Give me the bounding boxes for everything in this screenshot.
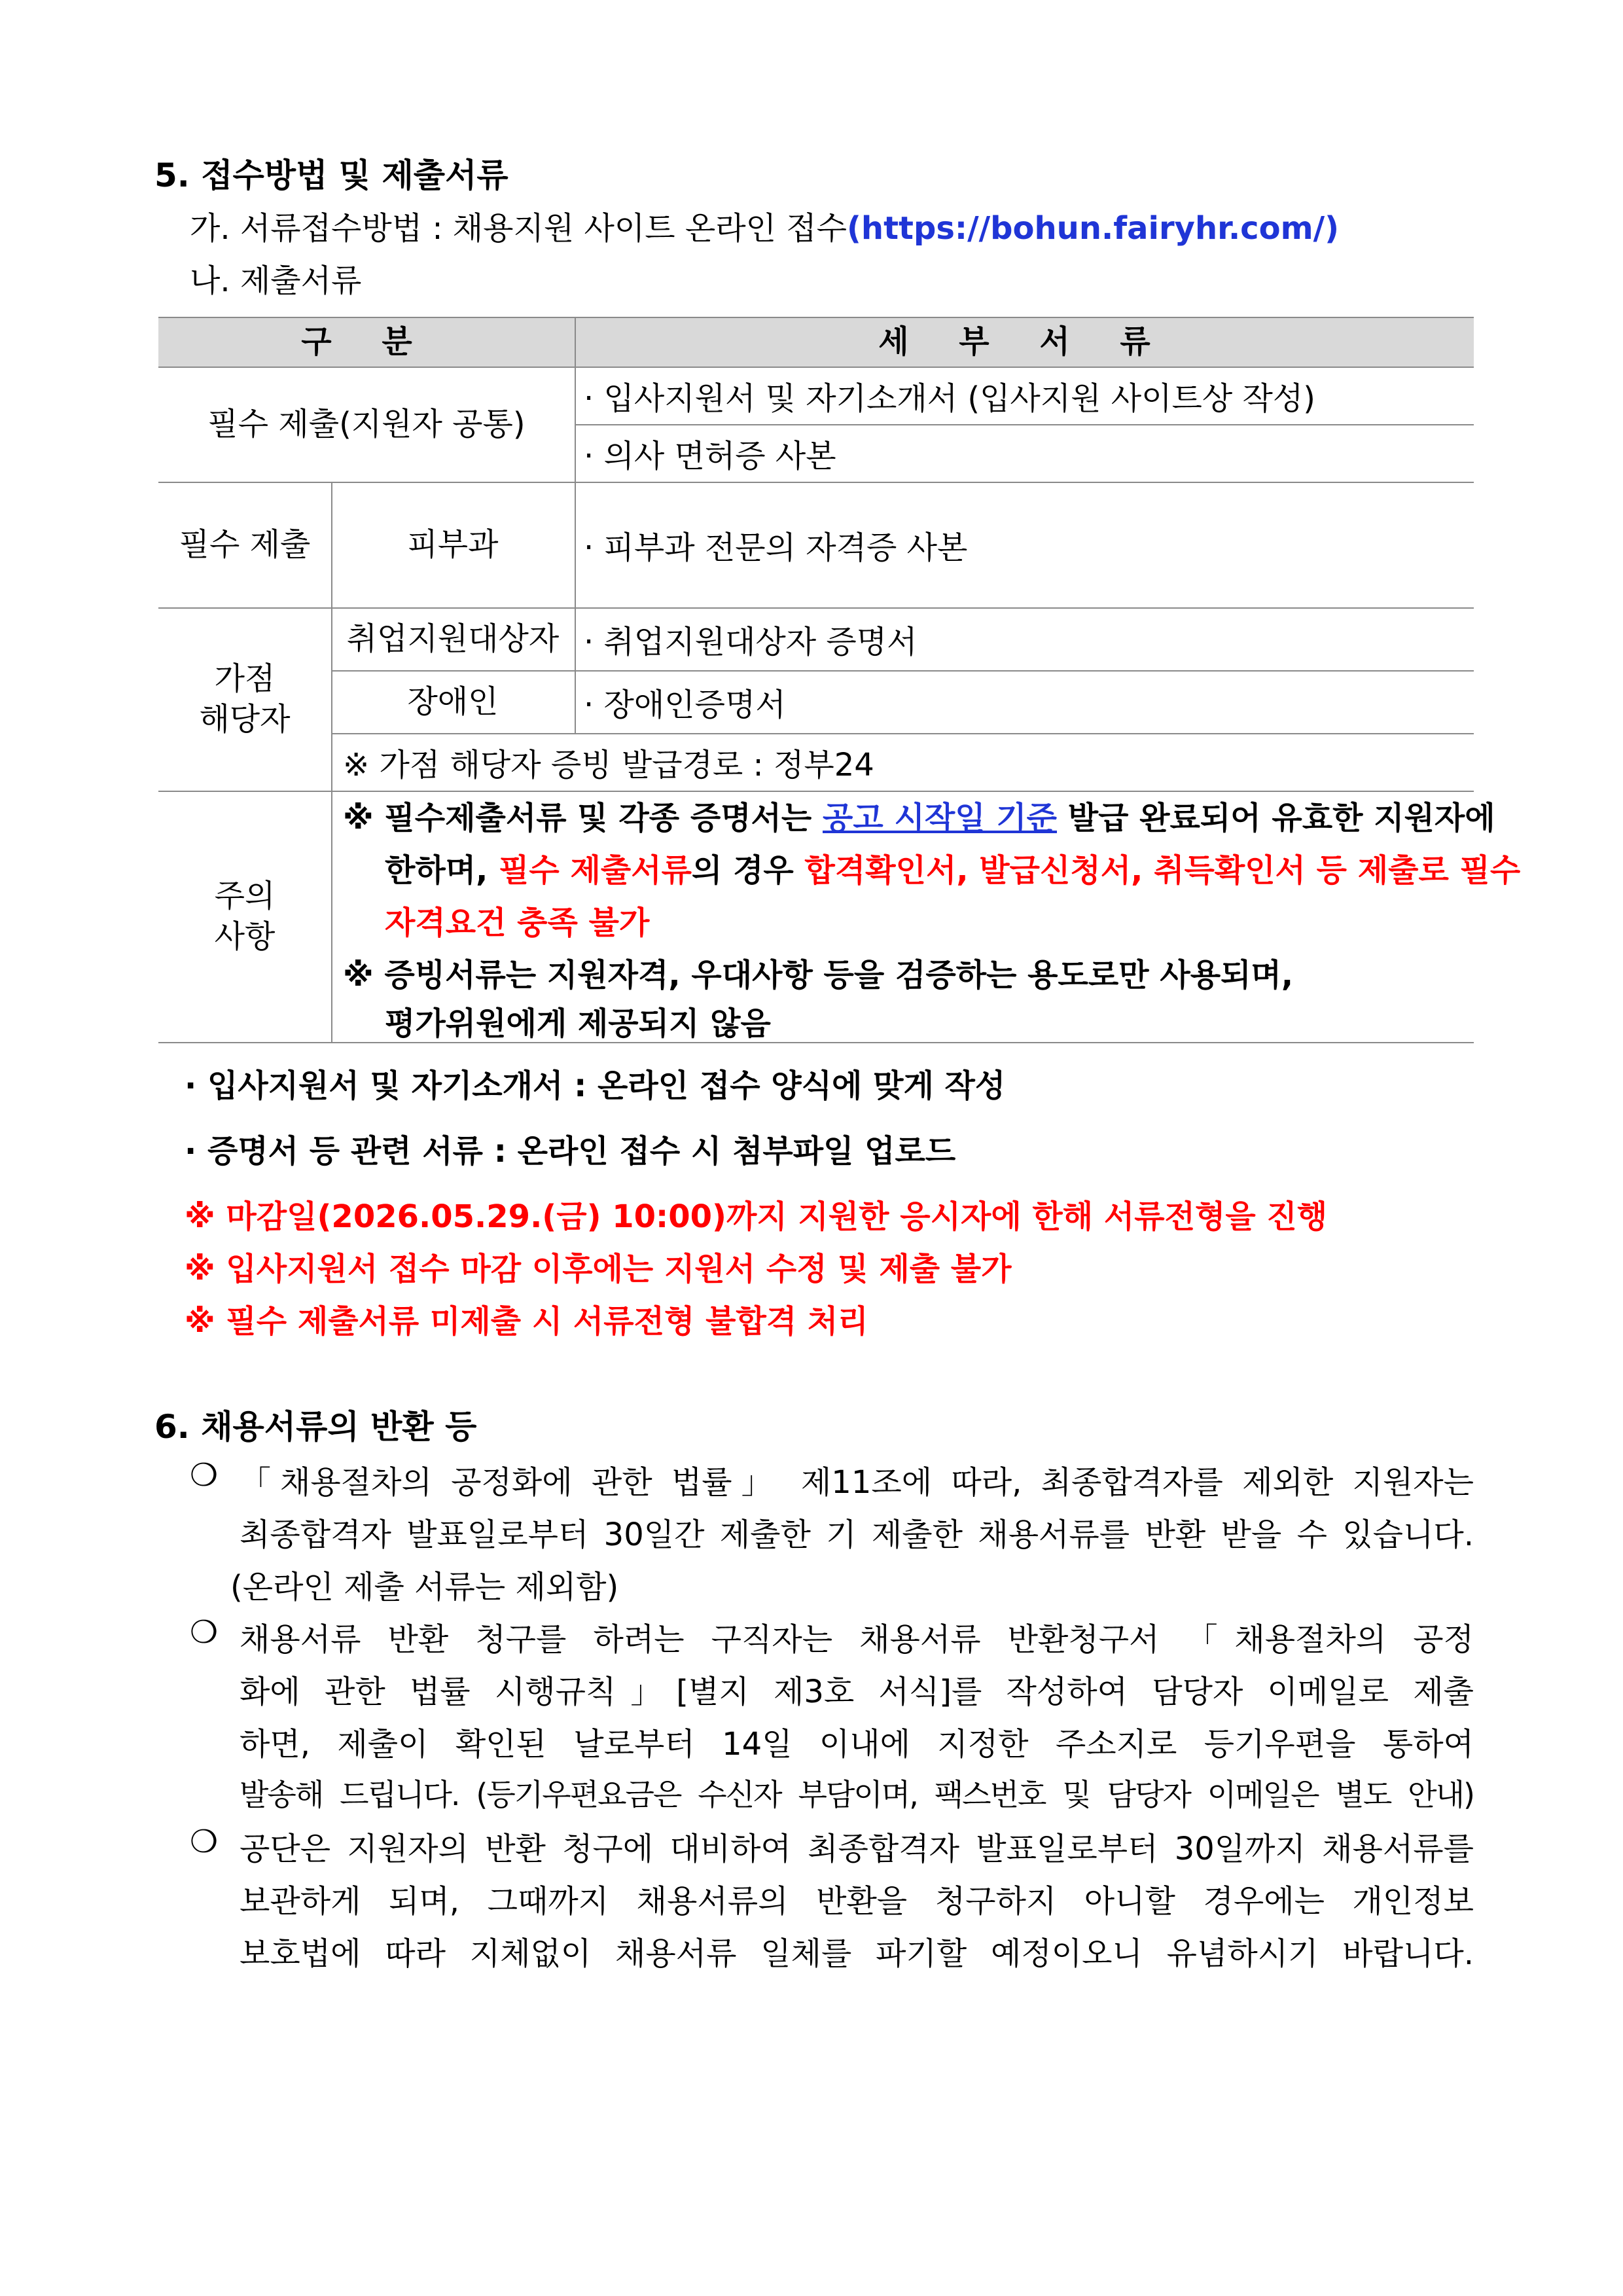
required-documents-title: 나. 제출서류 bbox=[190, 262, 362, 299]
paragraph2-line2: 화에 관한 법률 시행규칙」[별지 제3호 서식]를 작성하여 담당자 이메일로 제출 bbox=[240, 1674, 1474, 1710]
row-caution-label-line2: 사항 bbox=[214, 918, 276, 955]
notice-no-modification: ※ 입사지원서 접수 마감 이후에는 지원서 수정 및 제출 불가 bbox=[185, 1251, 1012, 1287]
paragraph2-line1: 채용서류 반환 청구를 하려는 구직자는 채용서류 반환청구서 「채용절차의 공정 bbox=[240, 1621, 1474, 1658]
caution-text: 의 경우 bbox=[691, 852, 805, 889]
caution-announcement-date: 공고 시작일 기준 bbox=[823, 800, 1058, 836]
doc-medical-license: · 의사 면허증 사본 bbox=[584, 437, 836, 475]
paragraph3-line3: 보호법에 따라 지체없이 채용서류 일체를 파기할 예정이오니 유념하시기 바랍니다. bbox=[240, 1935, 1474, 1972]
paragraph1-line2: 최종합격자 발표일로부터 30일간 제출한 기 제출한 채용서류를 반환 받을 수 있습니다. bbox=[240, 1516, 1474, 1553]
required-documents-table bbox=[158, 317, 1521, 1043]
caution-line-1 bbox=[343, 792, 1495, 844]
doc-disability-certificate: · 장애인증명서 bbox=[584, 686, 786, 723]
row-required-label: 필수 제출 bbox=[179, 526, 311, 563]
row-caution-label-line1: 주의 bbox=[214, 878, 276, 914]
row-disability-label: 장애인 bbox=[407, 683, 499, 720]
row-dermatology-label: 피부과 bbox=[407, 526, 499, 563]
notice-deadline: ※ 마감일(2026.05.29.(금) 10:00)까지 지원한 응시자에 한해 서류전형을 진행 bbox=[185, 1198, 1328, 1235]
paragraph1-line1: 「채용절차의 공정화에 관한 법률」 제11조에 따라, 최종합격자를 제외한 지원자는 bbox=[240, 1464, 1474, 1501]
header-details: 세 부 서 류 bbox=[878, 323, 1170, 360]
paragraph3-bullet: ❍ bbox=[190, 1823, 219, 1860]
caution-line-5: 평가위원에게 제공되지 않음 bbox=[385, 1005, 771, 1042]
caution-text: 한하며, bbox=[385, 852, 499, 889]
caution-line-3: 자격요건 충족 불가 bbox=[385, 905, 650, 941]
paragraph1-bullet: ❍ bbox=[190, 1457, 219, 1494]
row-caution-label bbox=[158, 791, 331, 1042]
bullet-certificates-upload: · 증명서 등 관련 서류 : 온라인 접수 시 첨부파일 업로드 bbox=[185, 1133, 956, 1170]
caution-line-4: ※ 증빙서류는 지원자격, 우대사항 등을 검증하는 용도로만 사용되며, bbox=[343, 957, 1294, 994]
paragraph3-line1: 공단은 지원자의 반환 청구에 대비하여 최종합격자 발표일로부터 30일까지 채용서류를 bbox=[240, 1831, 1474, 1867]
notice-missing-docs: ※ 필수 제출서류 미제출 시 서류전형 불합격 처리 bbox=[185, 1303, 868, 1340]
paragraph2-line3: 하면, 제출이 확인된 날로부터 14일 이내에 지정한 주소지로 등기우편을 통하여 bbox=[240, 1726, 1474, 1763]
doc-application-and-essay: · 입사지원서 및 자기소개서 (입사지원 사이트상 작성) bbox=[584, 380, 1315, 417]
row-common-required-label: 필수 제출(지원자 공통) bbox=[207, 406, 526, 442]
submission-method-text: 가. 서류접수방법 : 채용지원 사이트 온라인 접수 bbox=[190, 210, 847, 247]
caution-invalid-docs: 합격확인서, 발급신청서, 취득확인서 등 제출로 필수 bbox=[804, 852, 1521, 889]
bonus-proof-note: ※ 가점 해당자 증빙 발급경로 : 정부24 bbox=[343, 746, 874, 783]
row-bonus-label-line1: 가점 bbox=[214, 660, 276, 697]
paragraph2-bullet: ❍ bbox=[190, 1614, 219, 1651]
paragraph1-line3: (온라인 제출 서류는 제외함) bbox=[230, 1569, 619, 1605]
caution-text: ※ 필수제출서류 및 각종 증명서는 bbox=[343, 800, 823, 836]
doc-dermatology-certificate: · 피부과 전문의 자격증 사본 bbox=[584, 529, 968, 566]
section5-heading: 5. 접수방법 및 제출서류 bbox=[154, 156, 508, 194]
header-category: 구 분 bbox=[301, 323, 432, 360]
caution-required-docs: 필수 제출서류 bbox=[499, 852, 692, 889]
application-site-url[interactable]: (https://bohun.fairyhr.com/) bbox=[846, 210, 1340, 247]
paragraph3-line2: 보관하게 되며, 그때까지 채용서류의 반환을 청구하지 아니할 경우에는 개인정보 bbox=[240, 1883, 1474, 1920]
caution-line-2 bbox=[385, 844, 1520, 897]
row-bonus-label-line2: 해당자 bbox=[199, 701, 291, 738]
submission-method bbox=[190, 203, 1339, 248]
row-bonus-label bbox=[158, 607, 331, 791]
caution-text: 발급 완료되어 유효한 지원자에 bbox=[1057, 800, 1495, 836]
row-employment-support-label: 취업지원대상자 bbox=[346, 620, 560, 657]
doc-employment-support-certificate: · 취업지원대상자 증명서 bbox=[584, 623, 918, 660]
paragraph2-line4: 발송해 드립니다. (등기우편요금은 수신자 부담이며, 팩스번호 및 담당자 이메일은 별도 안내) bbox=[240, 1777, 1474, 1812]
section6-heading: 6. 채용서류의 반환 등 bbox=[154, 1408, 477, 1446]
bullet-application-form: · 입사지원서 및 자기소개서 : 온라인 접수 양식에 맞게 작성 bbox=[185, 1067, 1006, 1104]
